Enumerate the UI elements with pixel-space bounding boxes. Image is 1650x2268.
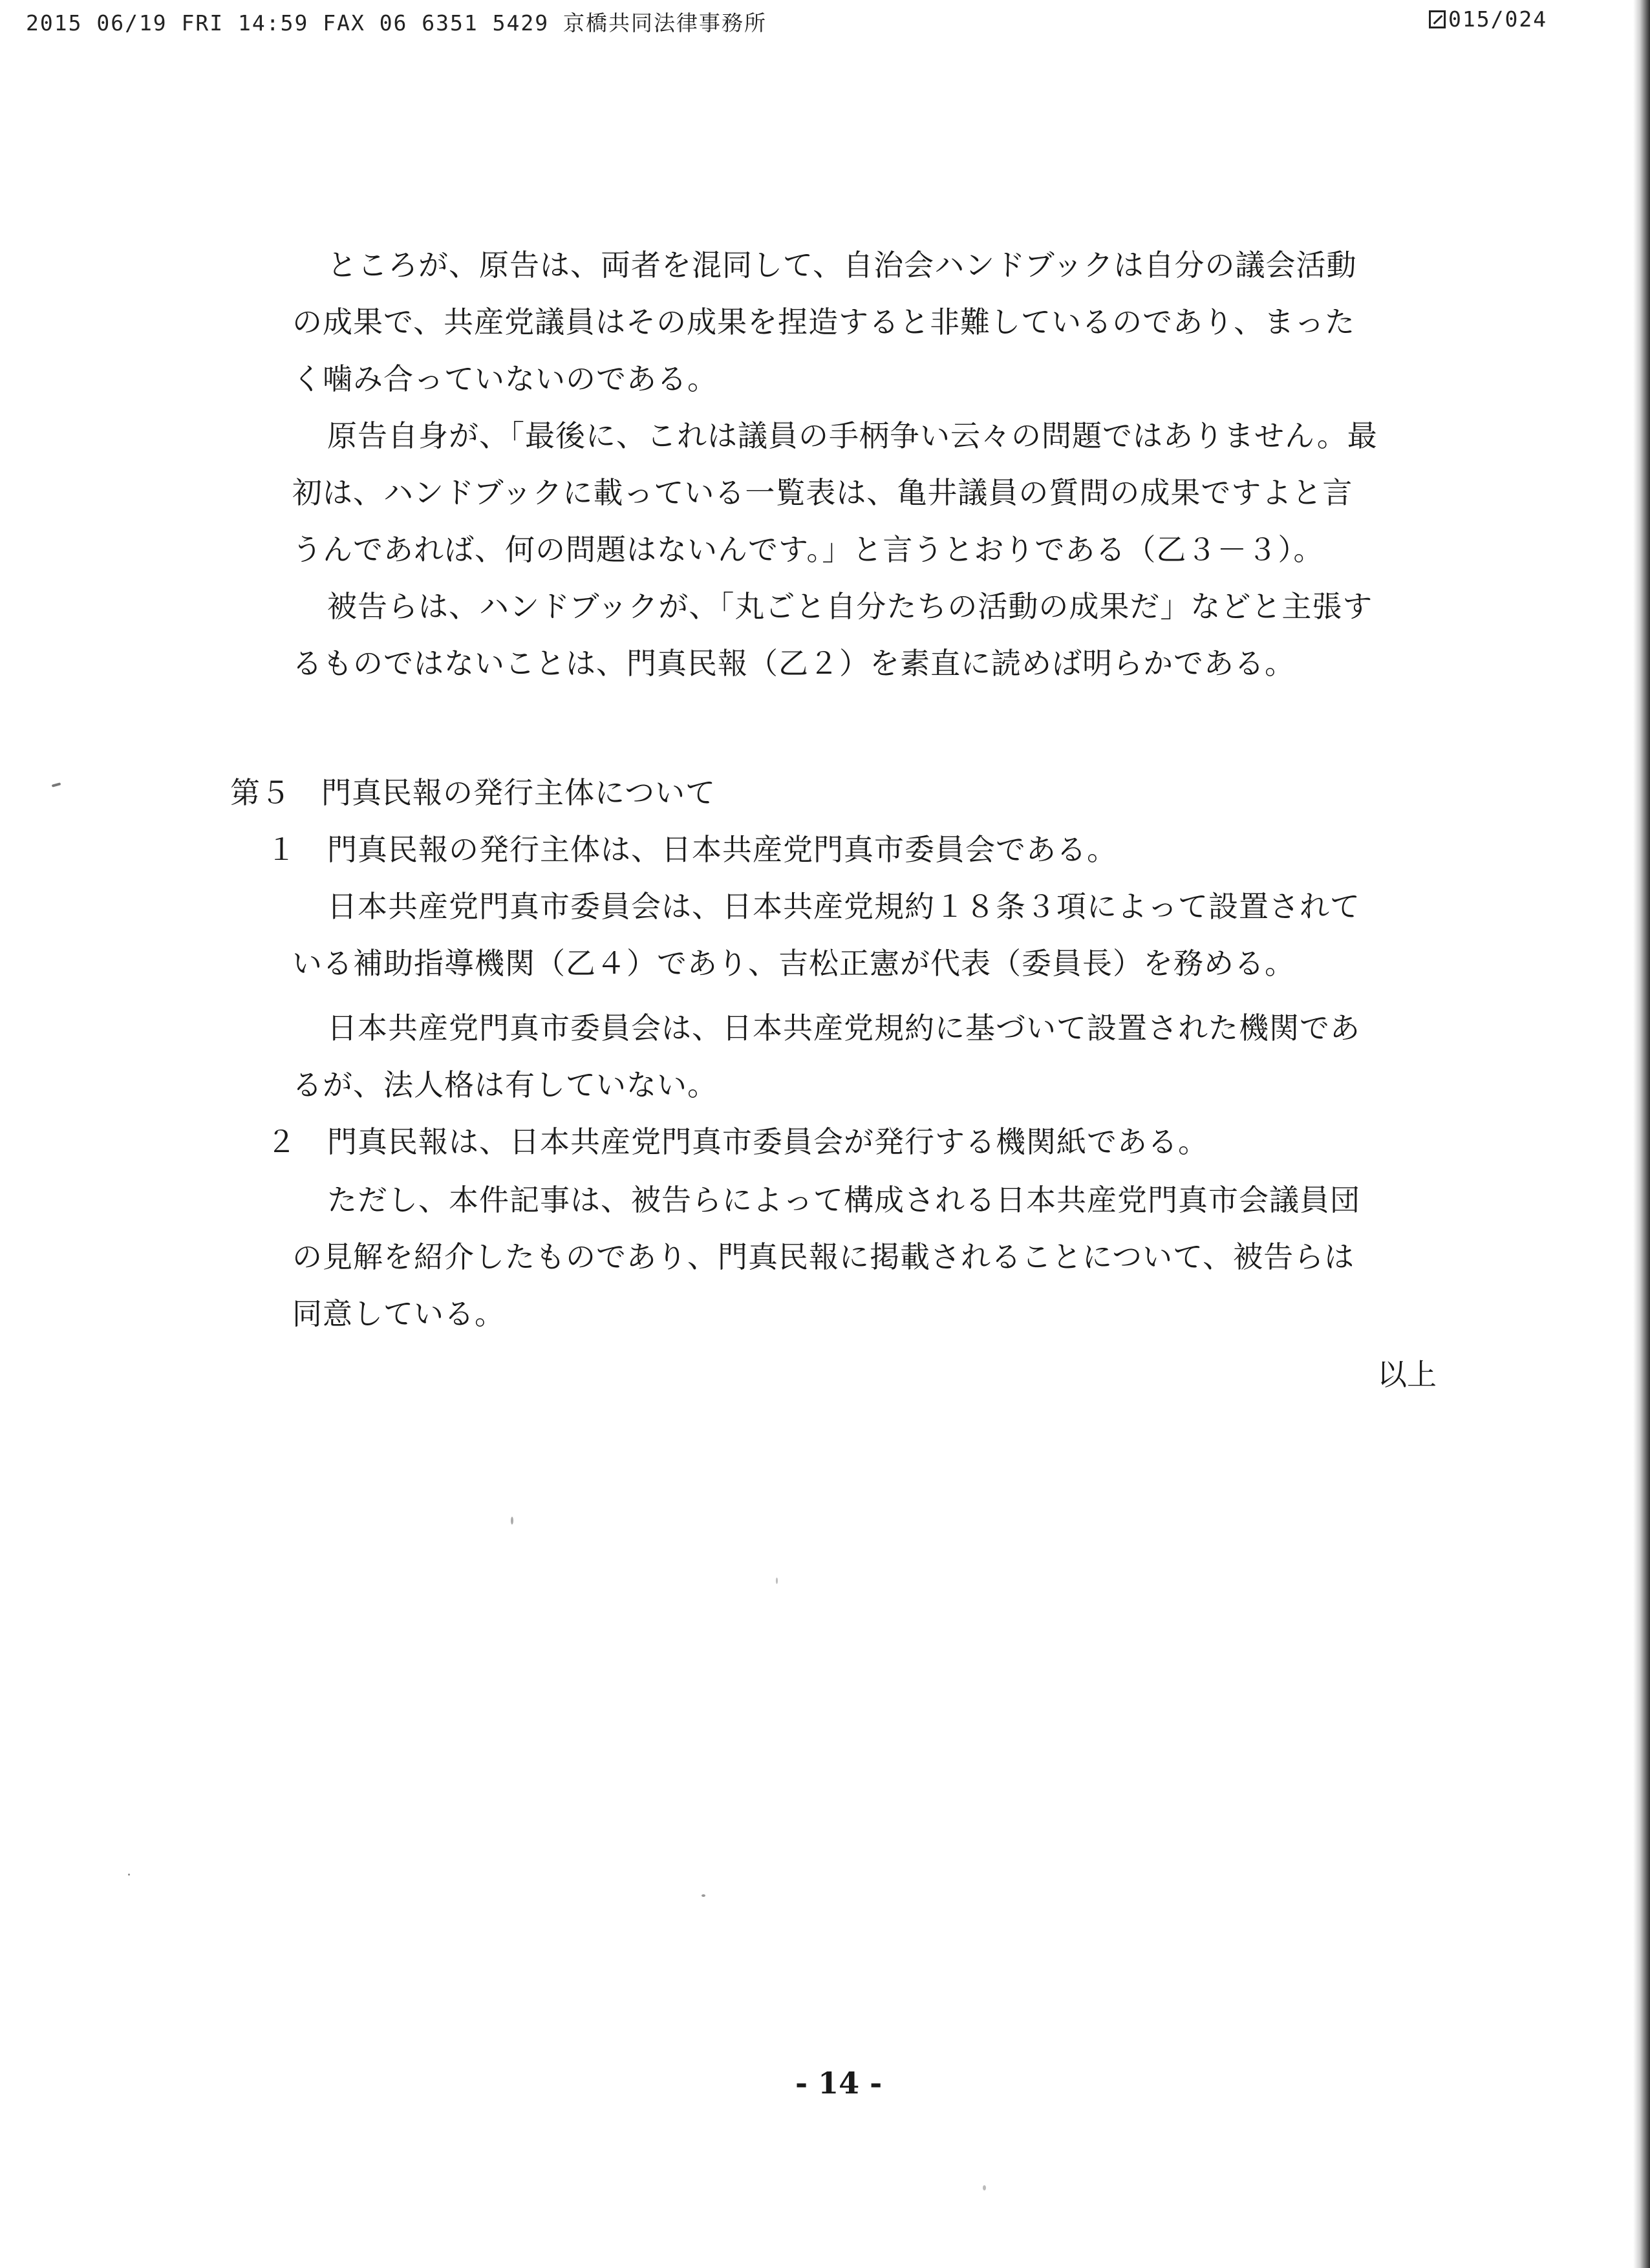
scan-page-edge <box>1633 0 1650 2268</box>
item-number: ２ <box>266 1124 296 1159</box>
item-line: 同意している。 <box>292 1296 505 1331</box>
section-heading: 第５ 門真民報の発行主体について <box>230 775 716 810</box>
paragraph-line: 初は、ハンドブックに載っている一覧表は、亀井議員の質問の成果ですよと言 <box>292 475 1353 510</box>
page-number: - 14 - <box>795 2066 883 2101</box>
item-line: いる補助指導機関（乙４）であり、吉松正憲が代表（委員長）を務める。 <box>292 946 1295 981</box>
scan-speck <box>511 1517 513 1524</box>
paragraph-line: ところが、原告は、両者を混同して、自治会ハンドブックは自分の議会活動 <box>327 248 1357 283</box>
item-line: 門真民報は、日本共産党門真市委員会が発行する機関紙である。 <box>327 1124 1208 1159</box>
paragraph-line: うんであれば、何の問題はないんです。」と言うとおりである（乙３－３）。 <box>292 532 1324 567</box>
item-line: 門真民報の発行主体は、日本共産党門真市委員会である。 <box>327 832 1117 867</box>
item-line: るが、法人格は有していない。 <box>292 1067 718 1102</box>
item-line: の見解を紹介したものであり、門真民報に掲載されることについて、被告らは <box>292 1239 1355 1274</box>
item-line: 日本共産党門真市委員会は、日本共産党規約１８条３項によって設置されて <box>327 889 1360 924</box>
fax-page-counter <box>1429 6 1547 32</box>
item-line: ただし、本件記事は、被告らによって構成される日本共産党門真市会議員団 <box>327 1182 1360 1217</box>
fax-header-text: 2015 06/19 FRI 14:59 FAX 06 6351 5429 京橋共同法律事務所 <box>26 10 767 36</box>
paragraph-line: の成果で、共産党議員はその成果を捏造すると非難しているのであり、まった <box>292 305 1356 339</box>
scan-speck <box>776 1578 778 1584</box>
paragraph-line: 被告らは、ハンドブックが、「丸ごと自分たちの活動の成果だ」などと主張す <box>327 589 1373 624</box>
closing-mark: 以上 <box>1377 1357 1437 1392</box>
fax-header <box>26 6 1565 45</box>
fax-checkbox-icon <box>1429 10 1446 28</box>
scan-speck <box>52 782 61 787</box>
fax-page-count: 015/024 <box>1448 6 1548 32</box>
paragraph-line: く噛み合っていないのである。 <box>292 361 718 396</box>
item-line: 日本共産党門真市委員会は、日本共産党規約に基づいて設置された機関であ <box>327 1011 1360 1045</box>
paragraph-line: るものではないことは、門真民報（乙２）を素直に読めば明らかである。 <box>292 646 1295 681</box>
scan-speck <box>983 2185 986 2190</box>
scan-speck <box>702 1894 705 1897</box>
scan-speck <box>128 1874 130 1876</box>
item-number: １ <box>266 832 296 867</box>
paragraph-line: 原告自身が、「最後に、これは議員の手柄争い云々の問題ではありません。最 <box>327 418 1378 453</box>
